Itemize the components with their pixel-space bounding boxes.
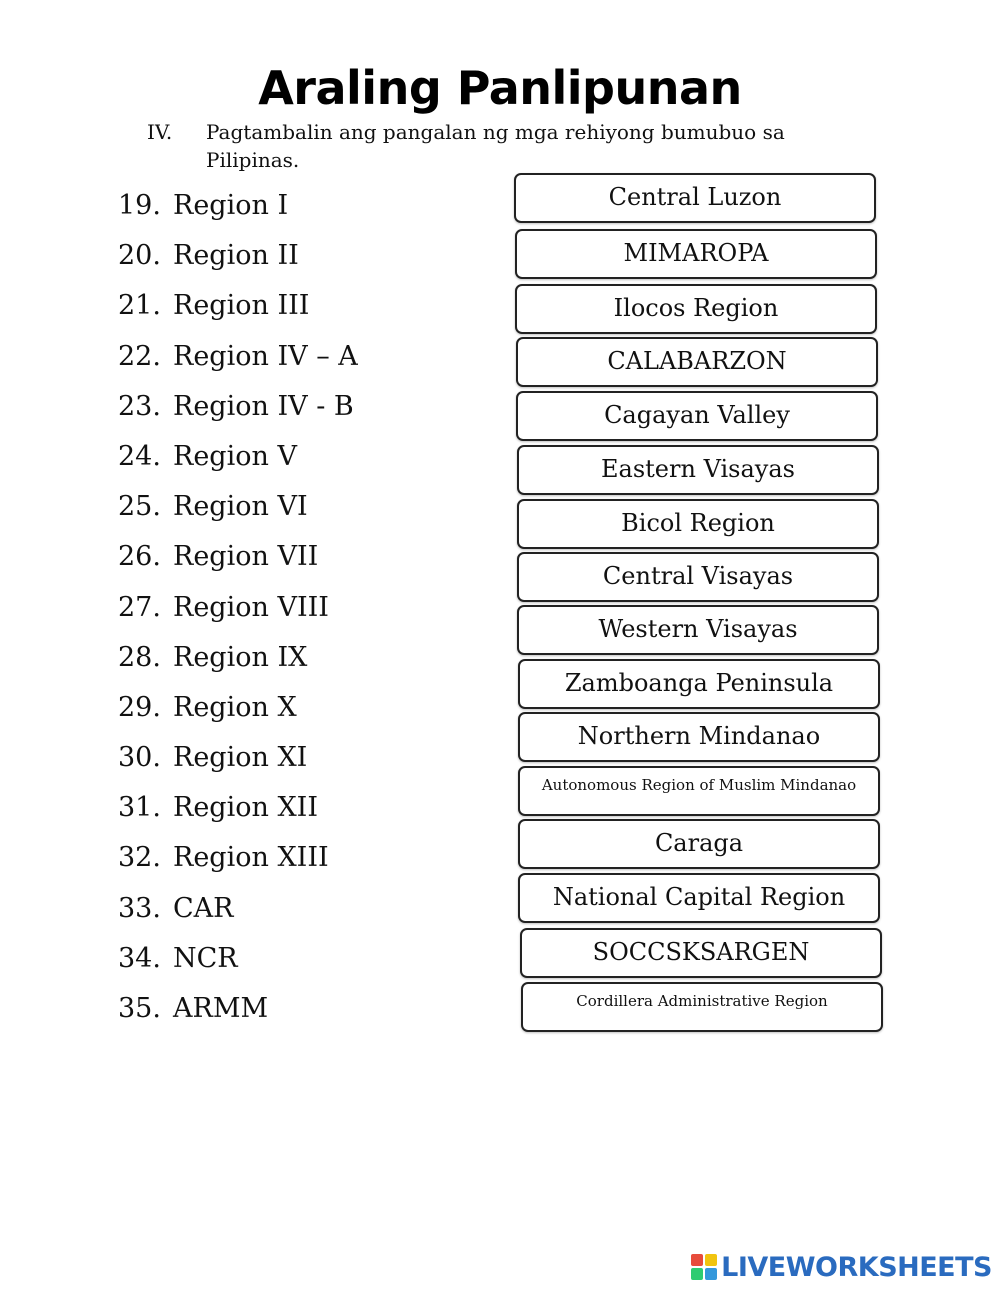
question-item bbox=[118, 788, 358, 838]
answer-choice-zamboanga-peninsula[interactable]: Zamboanga Peninsula bbox=[518, 659, 880, 709]
question-number: 28. bbox=[118, 641, 161, 673]
question-label: Region IV - B bbox=[173, 390, 354, 422]
question-item bbox=[118, 889, 358, 939]
question-label: Region VII bbox=[173, 541, 319, 573]
answer-choice-western-visayas[interactable]: Western Visayas bbox=[517, 605, 879, 655]
answer-choice-northern-mindanao[interactable]: Northern Mindanao bbox=[518, 712, 880, 762]
question-number: 25. bbox=[118, 491, 161, 523]
question-number: 19. bbox=[118, 190, 161, 221]
question-item bbox=[118, 487, 358, 537]
question-label: Region X bbox=[173, 691, 297, 723]
question-number: 31. bbox=[118, 792, 161, 824]
question-item bbox=[118, 688, 358, 738]
question-label: Region II bbox=[173, 240, 299, 272]
question-label: Region XI bbox=[173, 742, 308, 774]
question-label: Region I bbox=[173, 190, 289, 221]
question-number: 35. bbox=[118, 993, 161, 1024]
question-number: 21. bbox=[118, 290, 161, 322]
answer-choice-mimaropa[interactable]: MIMAROPA bbox=[515, 229, 877, 279]
worksheet-title: Araling Panlipunan bbox=[258, 61, 742, 115]
question-item bbox=[118, 989, 358, 1039]
instruction-number: IV. bbox=[147, 120, 173, 144]
question-number: 34. bbox=[118, 942, 161, 974]
liveworksheets-logo bbox=[691, 1251, 992, 1283]
question-number: 23. bbox=[118, 390, 161, 422]
question-item bbox=[118, 236, 358, 286]
answer-choice-car[interactable]: Cordillera Administrative Region bbox=[521, 982, 883, 1032]
question-item bbox=[118, 337, 358, 387]
question-number: 26. bbox=[118, 541, 161, 573]
question-item bbox=[118, 638, 358, 688]
question-label: Region VI bbox=[173, 491, 308, 523]
question-number: 33. bbox=[118, 892, 161, 924]
question-item bbox=[118, 286, 358, 336]
question-label: Region VIII bbox=[173, 591, 329, 623]
question-label: ARMM bbox=[173, 993, 269, 1024]
question-item bbox=[118, 387, 358, 437]
question-item bbox=[118, 588, 358, 638]
answer-choice-cagayan-valley[interactable]: Cagayan Valley bbox=[516, 391, 878, 441]
answer-choice-armm[interactable]: Autonomous Region of Muslim Mindanao bbox=[518, 766, 880, 816]
question-list bbox=[118, 186, 358, 1039]
question-item bbox=[118, 437, 358, 487]
logo-text: LIVEWORKSHEETS bbox=[721, 1251, 992, 1283]
question-number: 22. bbox=[118, 340, 161, 372]
question-number: 24. bbox=[118, 440, 161, 472]
answer-choice-caraga[interactable]: Caraga bbox=[518, 819, 880, 869]
answer-choice-bicol-region[interactable]: Bicol Region bbox=[517, 499, 879, 549]
question-item bbox=[118, 738, 358, 788]
question-number: 20. bbox=[118, 240, 161, 272]
answer-choice-eastern-visayas[interactable]: Eastern Visayas bbox=[517, 445, 879, 495]
question-label: NCR bbox=[173, 942, 238, 974]
question-label: Region V bbox=[173, 440, 297, 472]
answer-choice-central-luzon[interactable]: Central Luzon bbox=[514, 173, 876, 223]
question-number: 32. bbox=[118, 842, 161, 874]
logo-square-green bbox=[691, 1268, 703, 1280]
question-item bbox=[118, 838, 358, 888]
liveworksheets-logo-icon bbox=[691, 1254, 717, 1280]
question-label: CAR bbox=[173, 892, 234, 924]
answer-choice-central-visayas[interactable]: Central Visayas bbox=[517, 552, 879, 602]
logo-square-yellow bbox=[705, 1254, 717, 1266]
question-label: Region XIII bbox=[173, 842, 329, 874]
question-item bbox=[118, 939, 358, 989]
question-label: Region XII bbox=[173, 792, 319, 824]
question-label: Region IX bbox=[173, 641, 308, 673]
answer-choice-ilocos-region[interactable]: Ilocos Region bbox=[515, 284, 877, 334]
question-label: Region III bbox=[173, 290, 310, 322]
question-number: 29. bbox=[118, 691, 161, 723]
answer-choice-ncr[interactable]: National Capital Region bbox=[518, 873, 880, 923]
question-label: Region IV – A bbox=[173, 340, 358, 372]
question-item bbox=[118, 186, 358, 236]
logo-square-red bbox=[691, 1254, 703, 1266]
answer-choice-soccsksargen[interactable]: SOCCSKSARGEN bbox=[520, 928, 882, 978]
instruction-text: Pagtambalin ang pangalan ng mga rehiyong bumubuo sa Pilipinas. bbox=[206, 120, 785, 172]
logo-square-blue bbox=[705, 1268, 717, 1280]
answer-choice-calabarzon[interactable]: CALABARZON bbox=[516, 337, 878, 387]
question-number: 30. bbox=[118, 742, 161, 774]
question-item bbox=[118, 537, 358, 587]
question-number: 27. bbox=[118, 591, 161, 623]
